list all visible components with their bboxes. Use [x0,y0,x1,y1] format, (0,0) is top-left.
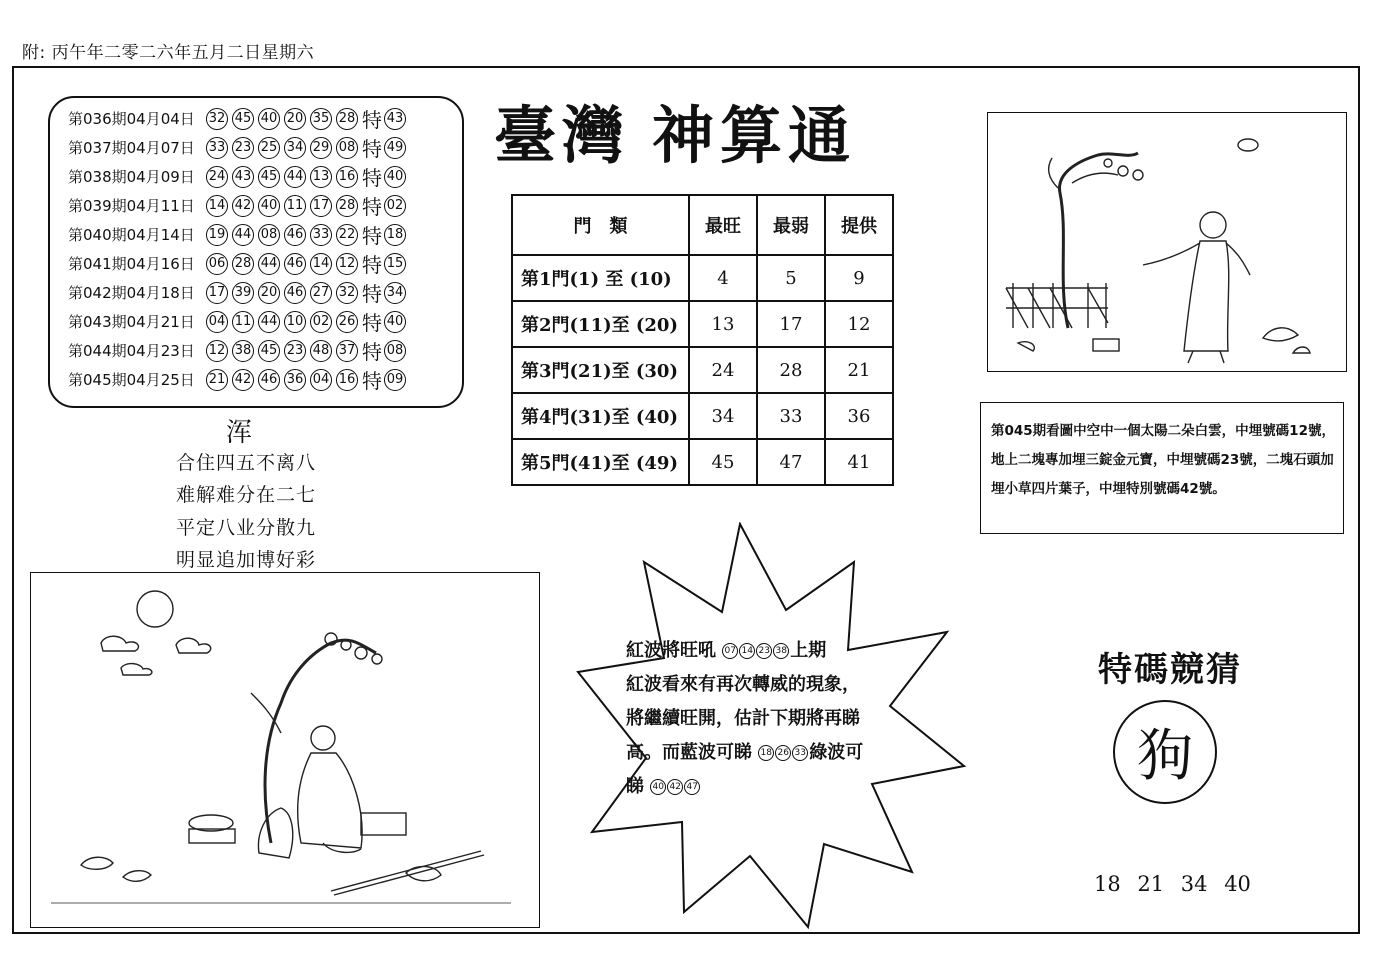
poem-line: 难解难分在二七 [176,484,317,506]
special-guess-numbers: 18 21 34 40 [1094,872,1251,896]
number-ball: 38 [232,340,254,362]
history-row [68,336,462,365]
number-ball: 16 [336,166,358,188]
number-ball: 26 [336,311,358,333]
table-row [512,439,893,485]
number-ball: 28 [336,108,358,130]
title-part-2: 神算通 [652,99,857,172]
number-ball: 32 [206,108,228,130]
special-label: 特 [362,340,382,364]
draw-label: 第036期04月04日 [68,110,195,128]
draw-label: 第037期04月07日 [68,139,195,157]
number-ball: 17 [206,282,228,304]
number-ball: 08 [336,137,358,159]
offer-value: 41 [825,439,893,485]
number-ball: 45 [232,108,254,130]
star-line-2: 紅波看來有再次轉威的現象， [626,674,860,695]
history-row [68,104,462,133]
special-ball: 15 [384,253,406,275]
header-date: 附: 丙午年二零二六年五月二日星期六 [22,43,315,63]
special-label: 特 [362,369,382,393]
number-ball: 33 [206,137,228,159]
number-ball: 06 [206,253,228,275]
history-results-box [48,96,464,408]
picture-explanation: 第045期看圖中空中一個太陽二朵白雲，中埋號碼12號，地上二塊專加埋三錠金元寶，中埋號碼23號，二塊石頭加埋小草四片葉子，中埋特別號碼42號。 [980,402,1344,534]
number-ball: 46 [258,369,280,391]
number-ball: 44 [284,166,306,188]
draw-label: 第044期04月23日 [68,342,195,360]
star-analysis-text [626,634,896,804]
blue-wave-balls [758,742,809,763]
number-ball: 32 [336,282,358,304]
special-label: 特 [362,137,382,161]
special-label: 特 [362,253,382,277]
mini-ball: 07 [722,643,738,659]
number-ball: 29 [310,137,332,159]
number-ball: 17 [310,195,332,217]
number-ball: 42 [232,369,254,391]
header-gate: 門 類 [512,195,689,255]
mini-ball: 18 [758,745,774,761]
sun-shape [1238,139,1258,151]
history-row [68,278,462,307]
number-ball: 45 [258,166,280,188]
max-value: 24 [689,347,757,393]
number-ball: 14 [310,253,332,275]
special-ball: 02 [384,195,406,217]
min-value: 33 [757,393,825,439]
mini-ball: 38 [773,643,789,659]
gate-range: 第4門(31)至 (40) [512,393,689,439]
max-value: 4 [689,255,757,301]
history-row [68,191,462,220]
offer-value: 36 [825,393,893,439]
number-ball: 20 [258,282,280,304]
special-label: 特 [362,166,382,190]
number-ball: 16 [336,369,358,391]
number-ball: 24 [206,166,228,188]
gate-range: 第1門(1) 至 (10) [512,255,689,301]
number-ball: 02 [310,311,332,333]
number-ball: 46 [284,253,306,275]
number-ball: 40 [258,195,280,217]
star-line-3: 將繼續旺開，估計下期將再睇 [626,708,860,729]
history-row [68,220,462,249]
mini-ball: 23 [756,643,772,659]
special-label: 特 [362,195,382,219]
draw-label: 第042期04月18日 [68,284,195,302]
poem-line: 合住四五不离八 [176,452,317,474]
draw-label: 第038期04月09日 [68,168,195,186]
special-ball: 43 [384,108,406,130]
mini-ball: 47 [684,779,700,795]
number-ball: 23 [232,137,254,159]
offer-value: 21 [825,347,893,393]
mini-ball: 14 [739,643,755,659]
number-ball: 35 [310,108,332,130]
star-line-1: 紅波將旺吼 07 14 23 38 上期 [626,640,827,661]
illustration-seated-scholar [30,572,540,928]
special-ball: 09 [384,369,406,391]
special-ball: 49 [384,137,406,159]
draw-label: 第039期04月11日 [68,197,195,215]
number-ball: 42 [232,195,254,217]
special-guess-title: 特碼競猜 [1098,650,1242,690]
special-label: 特 [362,224,382,248]
number-ball: 19 [206,224,228,246]
number-ball: 44 [258,311,280,333]
special-ball: 18 [384,224,406,246]
number-ball: 48 [310,340,332,362]
history-row [68,133,462,162]
number-ball: 36 [284,369,306,391]
gate-table [511,194,894,486]
draw-label: 第045期04月25日 [68,371,195,389]
number-ball: 33 [310,224,332,246]
star-line-4: 高。而藍波可睇 18 26 33 綠波可 [626,742,864,763]
gate-range: 第3門(21)至 (30) [512,347,689,393]
history-row [68,307,462,336]
number-ball: 25 [258,137,280,159]
special-ball: 08 [384,340,406,362]
man-pointing-drawing [988,113,1345,370]
illustration-man-pointing [987,112,1347,372]
history-row [68,365,462,394]
number-ball: 27 [310,282,332,304]
number-ball: 22 [336,224,358,246]
gate-range: 第5門(41)至 (49) [512,439,689,485]
table-row [512,255,893,301]
number-ball: 28 [336,195,358,217]
number-ball: 11 [232,311,254,333]
header-min: 最弱 [757,195,825,255]
max-value: 34 [689,393,757,439]
mini-ball: 40 [650,779,666,795]
number-ball: 46 [284,224,306,246]
history-row [68,162,462,191]
seated-scholar-drawing [31,573,538,926]
special-ball: 34 [384,282,406,304]
number-ball: 46 [284,282,306,304]
number-ball: 28 [232,253,254,275]
number-ball: 10 [284,311,306,333]
number-ball: 21 [206,369,228,391]
poem-line: 平定八业分散九 [176,517,317,539]
draw-label: 第040期04月14日 [68,226,195,244]
special-label: 特 [362,108,382,132]
mini-ball: 26 [775,745,791,761]
number-ball: 11 [284,195,306,217]
history-row [68,249,462,278]
star-line-5: 睇 40 42 47 [626,770,896,804]
red-wave-balls [722,640,790,661]
moon-shape [137,591,173,627]
number-ball: 40 [258,108,280,130]
number-ball: 12 [336,253,358,275]
table-row [512,301,893,347]
min-value: 5 [757,255,825,301]
number-ball: 04 [206,311,228,333]
number-ball: 44 [232,224,254,246]
max-value: 13 [689,301,757,347]
special-ball: 40 [384,166,406,188]
min-value: 47 [757,439,825,485]
mini-ball: 42 [667,779,683,795]
number-ball: 45 [258,340,280,362]
max-value: 45 [689,439,757,485]
number-ball: 34 [284,137,306,159]
number-ball: 04 [310,369,332,391]
zodiac-circle [1113,700,1217,804]
special-label: 特 [362,311,382,335]
number-ball: 23 [284,340,306,362]
special-label: 特 [362,282,382,306]
offer-value: 9 [825,255,893,301]
poem-title: 浑 [226,418,253,448]
gate-range: 第2門(11)至 (20) [512,301,689,347]
page-title [494,86,856,175]
number-ball: 08 [258,224,280,246]
number-ball: 13 [310,166,332,188]
special-ball: 40 [384,311,406,333]
poem-line: 明显追加博好彩 [176,549,317,571]
header-max: 最旺 [689,195,757,255]
offer-value: 12 [825,301,893,347]
min-value: 17 [757,301,825,347]
number-ball: 39 [232,282,254,304]
table-row [512,393,893,439]
number-ball: 44 [258,253,280,275]
number-ball: 12 [206,340,228,362]
mini-ball: 33 [792,745,808,761]
number-ball: 37 [336,340,358,362]
table-header-row [512,195,893,255]
table-row [512,347,893,393]
green-wave-balls [650,776,701,797]
header-offer: 提供 [825,195,893,255]
zodiac-animal: 狗 [1137,724,1193,789]
draw-label: 第041期04月16日 [68,255,195,273]
number-ball: 14 [206,195,228,217]
title-part-1: 臺灣 [494,99,631,172]
number-ball: 20 [284,108,306,130]
draw-label: 第043期04月21日 [68,313,195,331]
number-ball: 43 [232,166,254,188]
min-value: 28 [757,347,825,393]
